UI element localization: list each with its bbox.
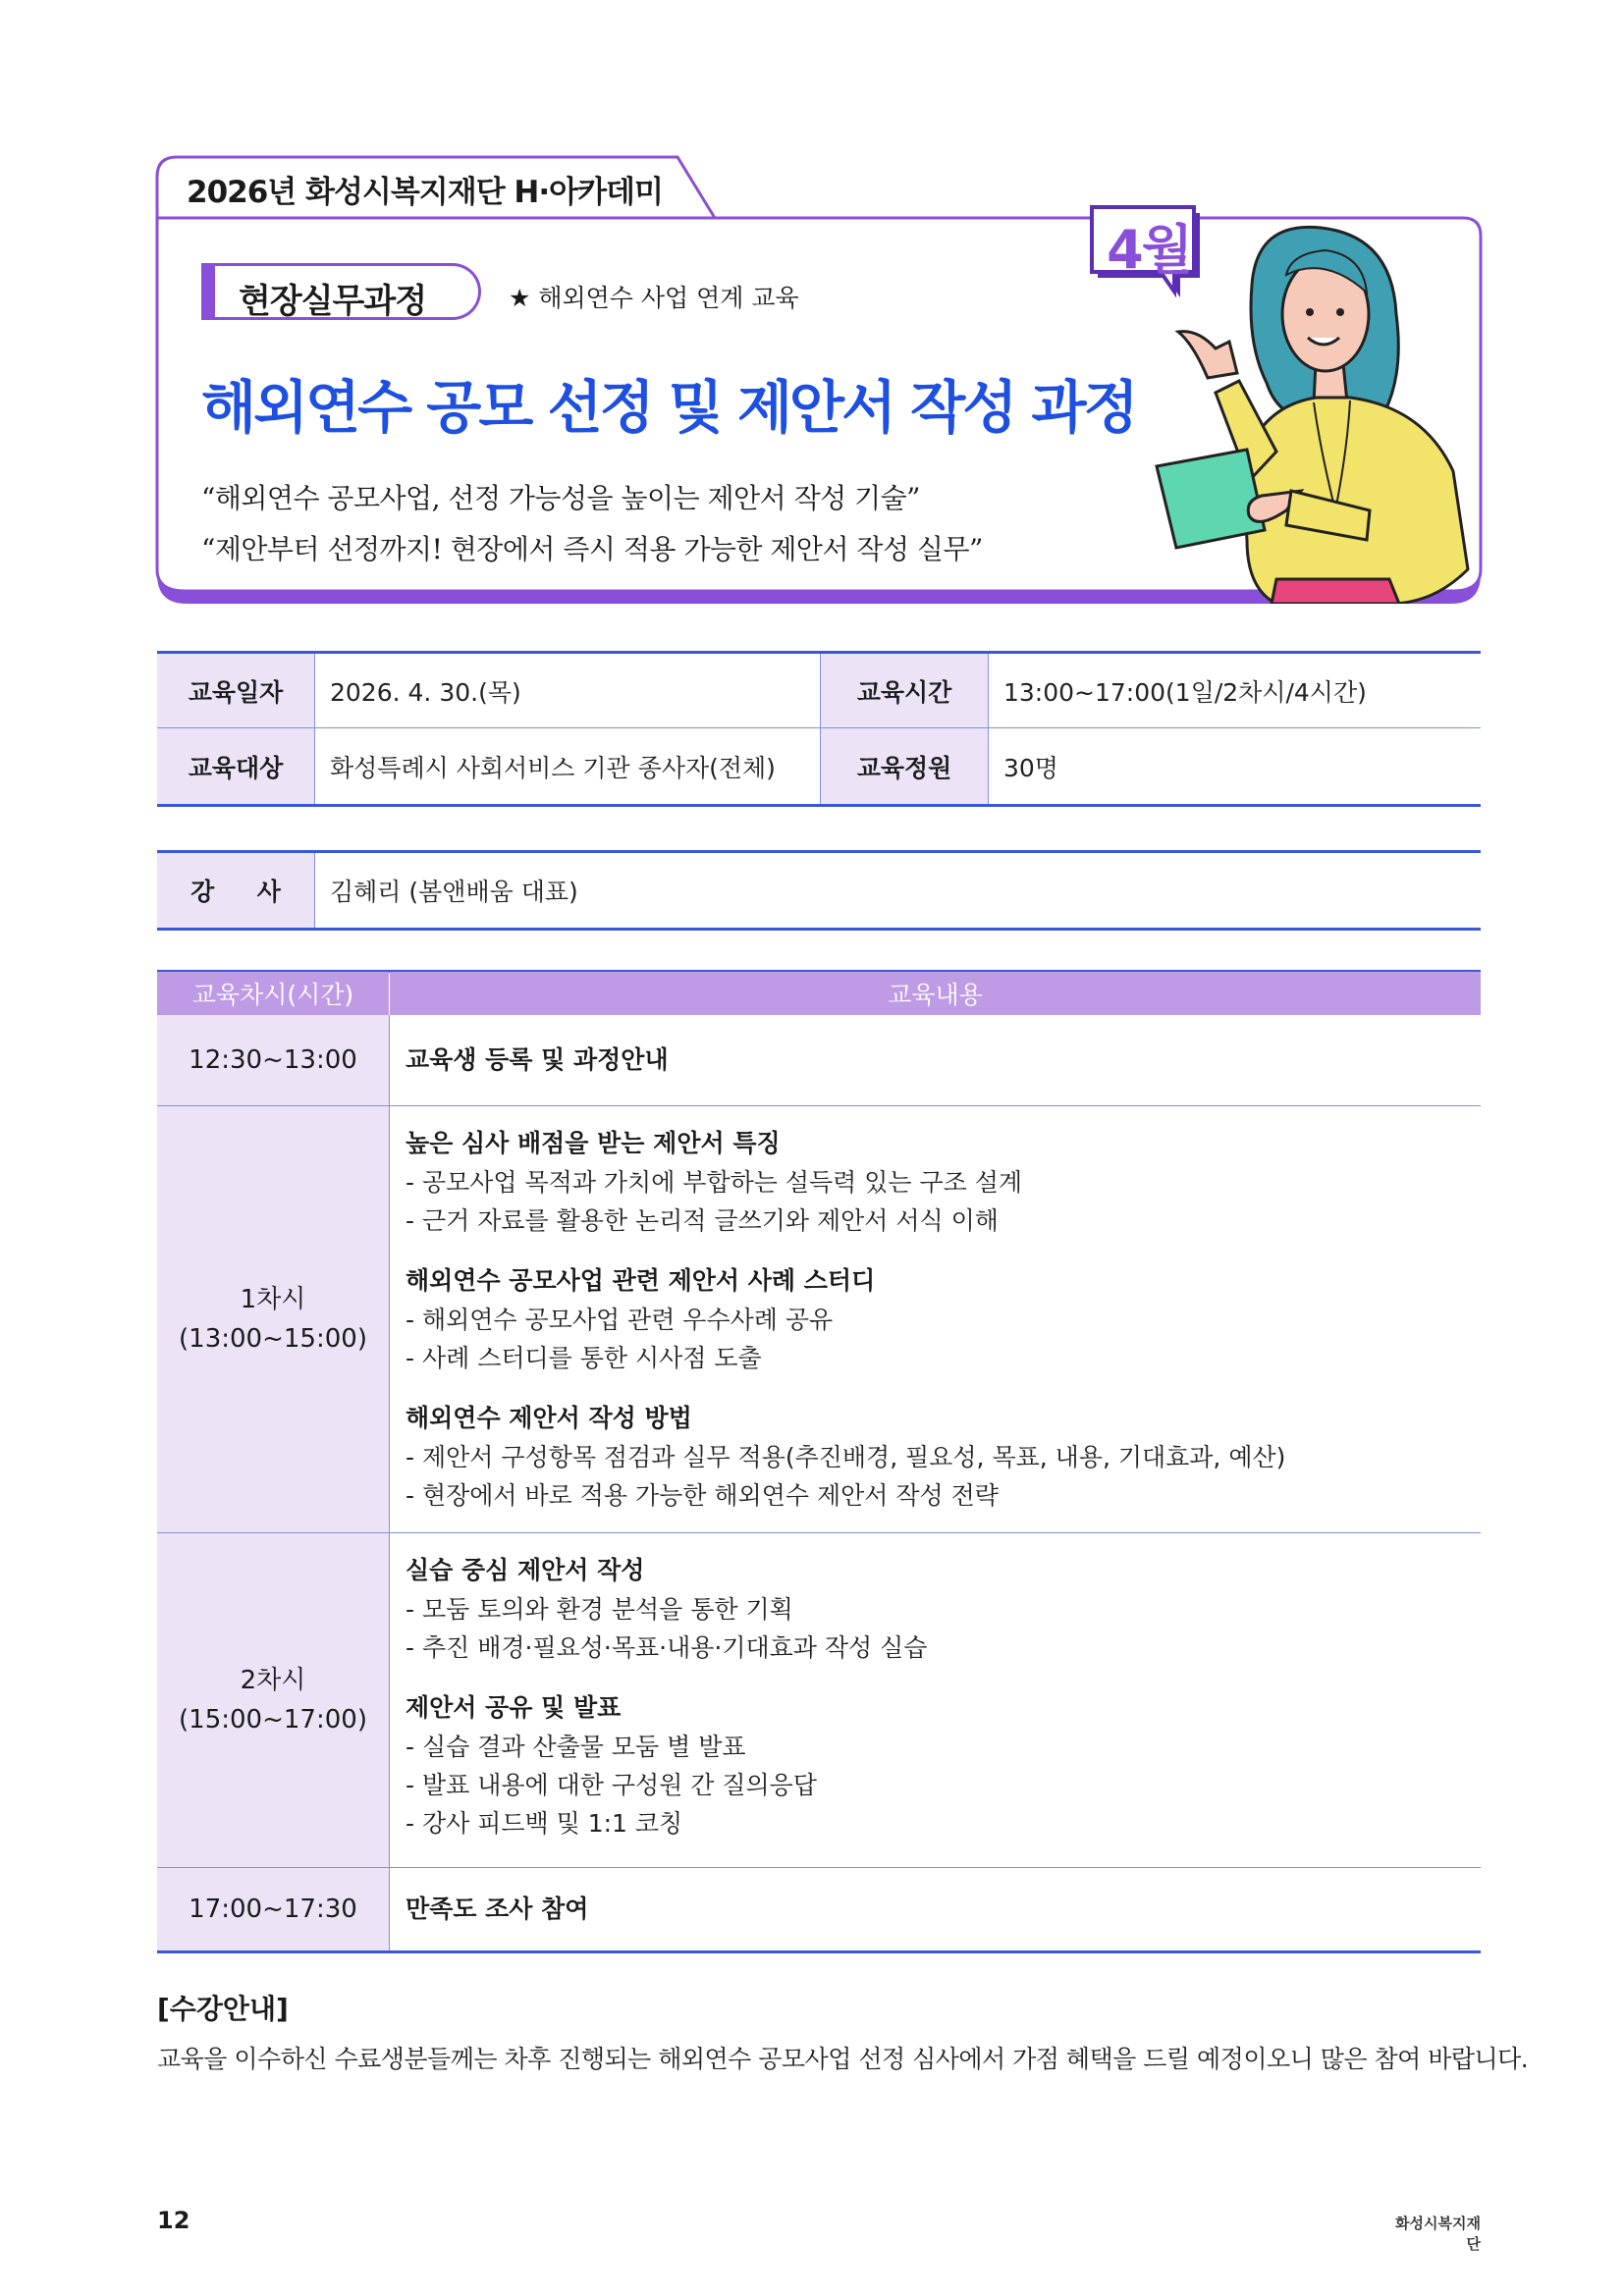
course-type-label [201, 263, 481, 320]
month-badge: 4월 [1107, 219, 1191, 281]
session-time: (13:00~15:00) [179, 1324, 367, 1354]
schedule-row-time-text: 12:30~13:00 [189, 1045, 357, 1075]
course-note: ★ 해외연수 사업 연계 교육 [509, 284, 799, 312]
section-title: 해외연수 공모사업 관련 제안서 사례 스터디 [406, 1266, 876, 1295]
schedule-header-time: 교육차시(시간) [157, 972, 389, 1015]
schedule-row-content: 만족도 조사 참여 [406, 1895, 589, 1923]
schedule-row-time-text: 17:00~17:30 [189, 1895, 357, 1924]
education-time-value: 13:00~17:00(1일/2차시/4시간) [1003, 677, 1367, 707]
session-1-content [406, 1124, 1285, 1515]
section-item: - 실습 결과 산출물 모둠 별 발표 [406, 1733, 746, 1761]
course-title: 해외연수 공모 선정 및 제안서 작성 과정 [201, 374, 1136, 441]
guide-title: [수강안내] [157, 1993, 289, 2025]
schedule-header-content: 교육내용 [390, 972, 1481, 1015]
section-item: - 발표 내용에 대한 구성원 간 질의응답 [406, 1771, 817, 1799]
session-name: 2차시 [240, 1666, 306, 1695]
session-time: (15:00~17:00) [179, 1705, 367, 1735]
guide-text: 교육을 이수하신 수료생분들께는 차후 진행되는 해외연수 공모사업 선정 심사에서 가점 혜택을 드릴 예정이오니 많은 참여 바랍니다. [157, 2045, 1529, 2073]
info-table-divider [820, 654, 821, 804]
page-number: 12 [157, 2207, 190, 2234]
section-item: - 사례 스터디를 통한 시사점 도출 [406, 1344, 762, 1372]
section-item: - 공모사업 목적과 가치에 부합하는 설득력 있는 구조 설계 [406, 1168, 1023, 1197]
schedule-row-time [157, 1015, 389, 1105]
schedule-row-content: 교육생 등록 및 과정안내 [406, 1045, 669, 1074]
section-item: - 근거 자료를 활용한 논리적 글쓰기와 제안서 서식 이해 [406, 1206, 999, 1235]
section-title: 실습 중심 제안서 작성 [406, 1556, 645, 1584]
education-date-value: 2026. 4. 30.(목) [330, 677, 521, 707]
quote-2: “제안부터 선정까지! 현장에서 즉시 적용 가능한 제안서 작성 실무” [201, 533, 983, 565]
section-title: 높은 심사 배점을 받는 제안서 특징 [406, 1129, 781, 1157]
education-capacity-value: 30명 [1003, 753, 1058, 782]
section-title: 해외연수 제안서 작성 방법 [406, 1404, 692, 1432]
instructor-value: 김혜리 (봄앤배움 대표) [330, 878, 578, 906]
woman-with-tablet-illustration [1139, 216, 1481, 604]
education-capacity-label: 교육정원 [821, 728, 988, 804]
course-type-text: 현장실무과정 [239, 282, 427, 321]
course-type-bar [201, 263, 215, 320]
instructor-label: 강 사 [157, 853, 314, 928]
schedule-table-bottom-line [157, 1950, 1481, 1953]
section-title: 제안서 공유 및 발표 [406, 1693, 622, 1722]
schedule-row-time [157, 1868, 389, 1950]
section-item: - 모둠 토의와 환경 분석을 통한 기획 [406, 1595, 793, 1624]
info-table-divider [314, 654, 315, 804]
quote-1: “해외연수 공모사업, 선정 가능성을 높이는 제안서 작성 기술” [201, 482, 920, 514]
section-item: - 강사 피드백 및 1:1 코칭 [406, 1809, 683, 1838]
instructor-table-bottom-line [157, 928, 1481, 931]
education-time-label: 교육시간 [821, 654, 988, 727]
schedule-table-divider [389, 1015, 390, 1950]
section-item: - 현장에서 바로 적용 가능한 해외연수 제안서 작성 전략 [406, 1481, 999, 1510]
section-item: - 제안서 구성항목 점검과 실무 적용(추진배경, 필요성, 목표, 내용, 기대효과, 예산) [406, 1443, 1286, 1471]
session-2-content [406, 1551, 927, 1842]
education-date-label: 교육일자 [157, 654, 314, 727]
schedule-row-session [157, 1106, 389, 1532]
education-target-value: 화성특례시 사회서비스 기관 종사자(전체) [330, 753, 776, 782]
foundation-name: 화성시복지재단 [1395, 2215, 1481, 2253]
info-table-bottom-line [157, 804, 1481, 807]
academy-title: 2026년 화성시복지재단 H·아카데미 [187, 175, 663, 210]
education-target-label: 교육대상 [157, 728, 314, 804]
session-name: 1차시 [240, 1285, 306, 1314]
section-item: - 추진 배경·필요성·목표·내용·기대효과 작성 실습 [406, 1633, 928, 1662]
schedule-row-session [157, 1533, 389, 1867]
info-table-divider [988, 654, 989, 804]
instructor-table-divider [314, 853, 315, 928]
section-item: - 해외연수 공모사업 관련 우수사례 공유 [406, 1306, 834, 1334]
